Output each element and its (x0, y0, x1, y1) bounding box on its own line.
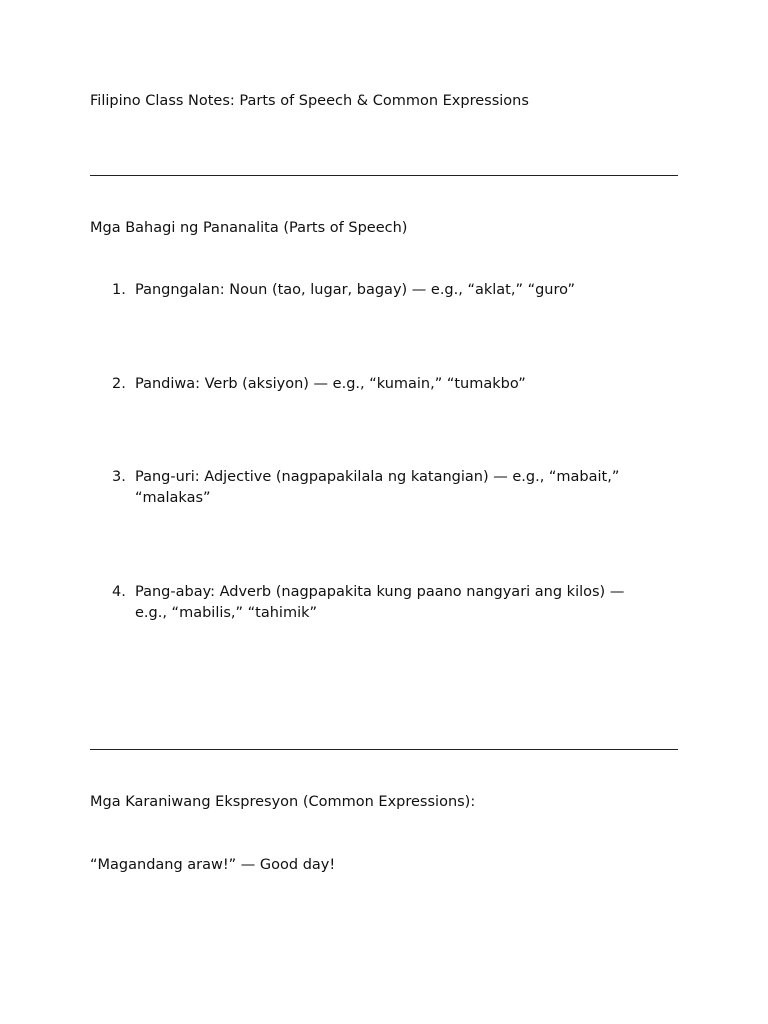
list-item-text: Pangngalan: Noun (tao, lugar, bagay) — e.g., “aklat,” “guro” (135, 282, 575, 298)
section-divider (90, 749, 678, 750)
document-title: Filipino Class Notes: Parts of Speech & Common Expressions (90, 93, 529, 109)
common-expressions-heading: Mga Karaniwang Ekspresyon (Common Expressions): (90, 794, 476, 810)
parts-of-speech-heading: Mga Bahagi ng Pananalita (Parts of Speech) (90, 220, 408, 236)
list-item-number: 4. (112, 584, 126, 600)
section-divider (90, 175, 678, 176)
list-item-number: 2. (112, 376, 126, 392)
list-item-text: Pang-abay: Adverb (nagpapakita kung paano nangyari ang kilos) — e.g., “mabilis,” “tahimik” (135, 584, 625, 621)
list-item-number: 1. (112, 282, 126, 298)
list-item-text: Pandiwa: Verb (aksiyon) — e.g., “kumain,” “tumakbo” (135, 376, 526, 392)
list-item-text: Pang-uri: Adjective (nagpapakilala ng katangian) — e.g., “mabait,” “malakas” (135, 469, 620, 506)
expression-item: “Magandang araw!” — Good day! (90, 857, 336, 873)
list-item-number: 3. (112, 469, 126, 485)
